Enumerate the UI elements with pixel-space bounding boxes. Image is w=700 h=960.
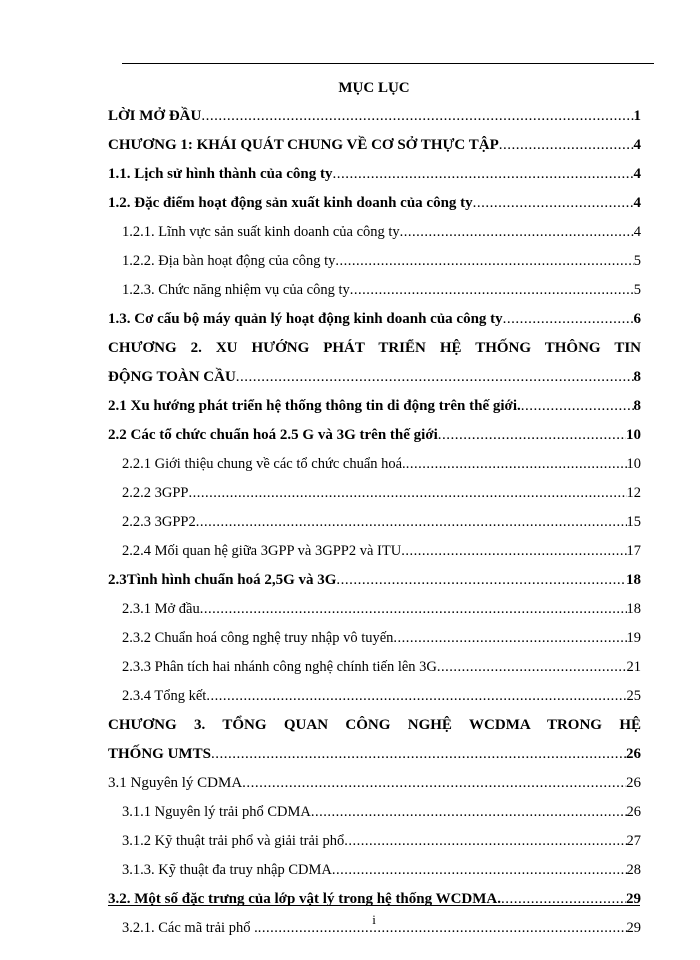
toc-entry-text: 1.1. Lịch sử hình thành của công ty — [108, 166, 333, 182]
toc-entry-page: 4 — [633, 166, 641, 182]
toc-entry[interactable] — [108, 274, 641, 303]
toc-entry-page: 4 — [633, 195, 641, 211]
toc-leader-dots — [437, 658, 627, 676]
toc-leader-dots — [332, 861, 627, 879]
toc-entry[interactable] — [108, 593, 641, 622]
toc-leader-dots — [344, 832, 626, 850]
toc-entry[interactable] — [108, 883, 641, 912]
toc-entry[interactable] — [108, 506, 641, 535]
toc-entry-text: 1.3. Cơ cấu bộ máy quản lý hoạt động kinh doanh của công ty — [108, 311, 503, 327]
toc-entry-page: 26 — [626, 746, 641, 762]
toc-entry-text: 1.2.3. Chức năng nhiệm vụ của công ty — [122, 282, 350, 298]
toc-entry-page: 29 — [626, 920, 641, 936]
toc-entry[interactable] — [108, 245, 641, 274]
toc-leader-dots — [201, 107, 633, 125]
toc-leader-dots — [335, 252, 633, 270]
toc-entry[interactable] — [108, 129, 641, 158]
toc-entry-text: 2.1 Xu hướng phát triển hệ thống thông tin di động trên thế giới. — [108, 398, 521, 414]
toc-entry-page: 18 — [626, 601, 641, 617]
toc-entry[interactable] — [108, 477, 641, 506]
toc-entry-text: 1.2.1. Lĩnh vực sản suất kinh doanh của công ty — [122, 224, 400, 240]
toc-entry-page: 17 — [626, 543, 641, 559]
table-of-contents — [108, 100, 641, 941]
toc-entry[interactable] — [108, 361, 641, 390]
toc-entry-page: 8 — [633, 369, 641, 385]
toc-leader-dots — [211, 745, 626, 763]
toc-entry[interactable] — [108, 622, 641, 651]
toc-entry-text: 3.1.3. Kỹ thuật đa truy nhập CDMA — [122, 862, 332, 878]
toc-entry-text-line1: CHƯƠNG 3. TỔNG QUAN CÔNG NGHỆ WCDMA TRONG HỆ — [108, 717, 641, 733]
toc-leader-dots — [332, 165, 633, 183]
toc-leader-dots — [438, 426, 626, 444]
toc-entry-text: 3.1 Nguyên lý CDMA — [108, 775, 243, 791]
toc-entry-page: 27 — [626, 833, 641, 849]
toc-entry-page: 8 — [633, 398, 641, 414]
toc-entry-text: 2.3.3 Phân tích hai nhánh công nghệ chính tiến lên 3G — [122, 659, 437, 675]
toc-entry-text: 2.3.4 Tổng kết — [122, 688, 207, 704]
toc-entry-text: 2.2 Các tổ chức chuẩn hoá 2.5 G và 3G trên thế giới — [108, 427, 438, 443]
toc-entry-text: 1.2.2. Địa bàn hoạt động của công ty — [122, 253, 336, 269]
toc-entry-text: 2.2.2 3GPP — [122, 485, 189, 501]
toc-entry-page: 10 — [626, 456, 641, 472]
page-title: MỤC LỤC — [338, 80, 410, 96]
toc-entry-text: 2.3.2 Chuẩn hoá công nghệ truy nhập vô tuyến — [122, 630, 394, 646]
toc-entry[interactable] — [108, 100, 641, 129]
toc-entry[interactable] — [108, 535, 641, 564]
toc-entry-text-line1: CHƯƠNG 2. XU HƯỚNG PHÁT TRIỂN HỆ THỐNG THÔNG TIN — [108, 340, 641, 356]
toc-leader-dots — [311, 803, 627, 821]
toc-entry[interactable] — [108, 564, 641, 593]
toc-entry-text: 2.2.1 Giới thiệu chung về các tổ chức chuẩn hoá. — [122, 456, 406, 472]
toc-leader-dots — [336, 571, 626, 589]
toc-entry[interactable] — [108, 796, 641, 825]
toc-entry-page: 4 — [633, 137, 641, 153]
toc-entry-page: 21 — [626, 659, 641, 675]
toc-entry-text: 3.2.1. Các mã trải phổ . — [122, 920, 258, 936]
toc-entry-text: 2.2.3 3GPP2 — [122, 514, 196, 530]
toc-leader-dots — [401, 542, 626, 560]
toc-entry-text: LỜI MỞ ĐẦU — [108, 108, 202, 124]
toc-entry[interactable] — [108, 303, 641, 332]
toc-entry-text: 3.1.2 Kỹ thuật trải phổ và giải trải phổ — [122, 833, 345, 849]
toc-leader-dots — [242, 774, 626, 792]
toc-entry-text: ĐỘNG TOÀN CẦU — [108, 369, 236, 385]
toc-leader-dots — [503, 310, 634, 328]
toc-entry[interactable] — [108, 158, 641, 187]
toc-entry-page: 5 — [633, 282, 641, 298]
toc-leader-dots — [188, 484, 626, 502]
toc-leader-dots — [196, 513, 627, 531]
toc-entry-page: 6 — [633, 311, 641, 327]
toc-leader-dots — [200, 600, 627, 618]
toc-entry-page: 1 — [633, 108, 641, 124]
toc-leader-dots — [400, 223, 634, 241]
toc-entry-page: 26 — [626, 775, 641, 791]
toc-leader-dots — [206, 687, 626, 705]
toc-entry-page: 29 — [626, 891, 641, 907]
toc-entry-page: 10 — [626, 427, 641, 443]
toc-leader-dots — [406, 455, 627, 473]
toc-entry-page: 26 — [626, 804, 641, 820]
toc-leader-dots — [473, 194, 634, 212]
toc-entry[interactable] — [108, 680, 641, 709]
header-rule — [122, 63, 654, 64]
toc-leader-dots — [521, 397, 634, 415]
toc-entry-page: 28 — [626, 862, 641, 878]
toc-entry-page: 19 — [626, 630, 641, 646]
footer-page-number: i — [372, 912, 376, 927]
toc-entry-text: 1.2. Đặc điểm hoạt động sản xuất kinh doanh của công ty — [108, 195, 473, 211]
toc-entry-continued-line[interactable] — [108, 709, 641, 738]
toc-entry-page: 5 — [633, 253, 641, 269]
toc-leader-dots — [236, 368, 634, 386]
footer-rule — [108, 905, 640, 906]
toc-entry[interactable] — [108, 448, 641, 477]
toc-entry[interactable] — [108, 216, 641, 245]
toc-entry-page: 12 — [626, 485, 641, 501]
toc-entry[interactable] — [108, 854, 641, 883]
toc-entry[interactable] — [108, 651, 641, 680]
toc-entry-text: 3.1.1 Nguyên lý trải phổ CDMA — [122, 804, 311, 820]
toc-entry[interactable] — [108, 419, 641, 448]
toc-leader-dots — [393, 629, 626, 647]
toc-entry-page: 4 — [633, 224, 641, 240]
toc-entry-page: 18 — [626, 572, 641, 588]
toc-entry-text: 2.3.1 Mở đầu — [122, 601, 200, 617]
toc-entry-continued-line[interactable] — [108, 332, 641, 361]
toc-entry-text: 2.3Tình hình chuẩn hoá 2,5G và 3G — [108, 572, 337, 588]
toc-leader-dots — [499, 136, 634, 154]
toc-entry-page: 15 — [626, 514, 641, 530]
toc-leader-dots — [350, 281, 634, 299]
toc-entry[interactable] — [108, 187, 641, 216]
toc-entry-text: THỐNG UMTS — [108, 746, 211, 762]
toc-entry[interactable] — [108, 825, 641, 854]
toc-entry-page: 25 — [626, 688, 641, 704]
toc-entry[interactable] — [108, 390, 641, 419]
toc-entry[interactable] — [108, 738, 641, 767]
toc-entry[interactable] — [108, 767, 641, 796]
toc-entry-text: CHƯƠNG 1: KHÁI QUÁT CHUNG VỀ CƠ SỞ THỰC TẬP — [108, 137, 499, 153]
toc-entry-text: 3.2. Một số đặc trưng của lớp vật lý trong hệ thống WCDMA. — [108, 891, 502, 907]
toc-entry-text: 2.2.4 Mối quan hệ giữa 3GPP và 3GPP2 và ITU — [122, 543, 402, 559]
